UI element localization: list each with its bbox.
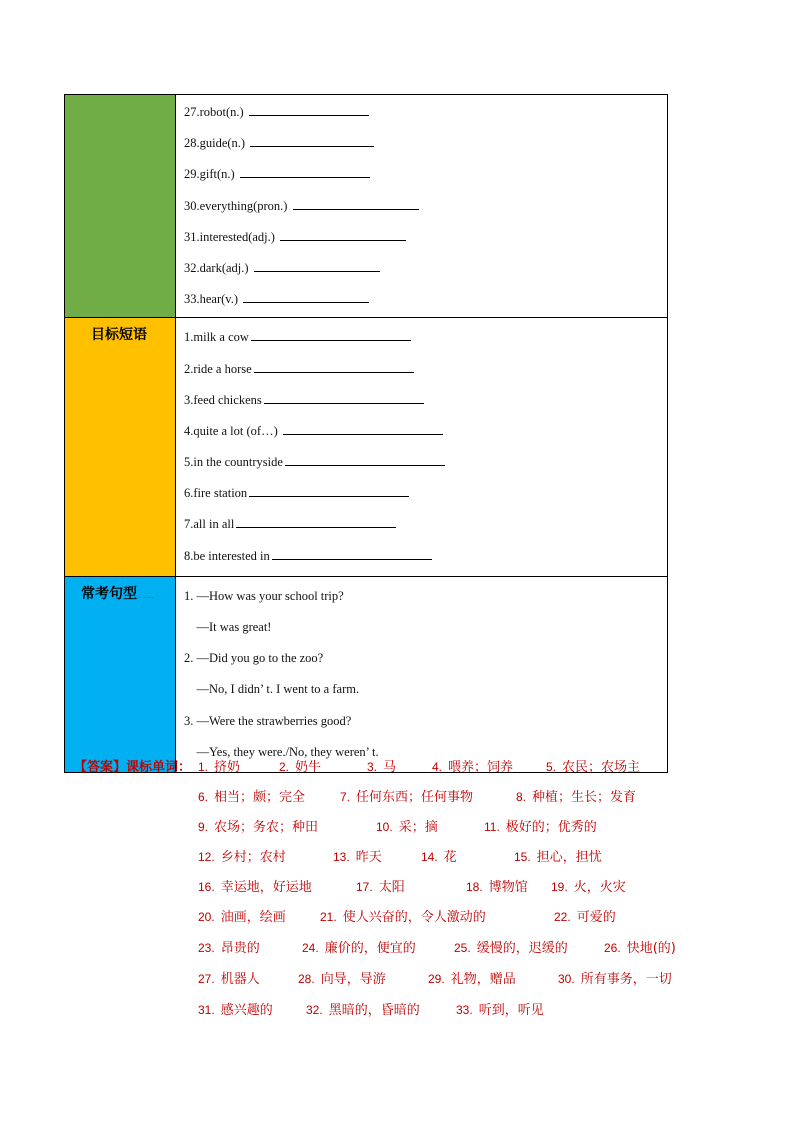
answer-number: 2.: [279, 760, 290, 774]
answer-item: [198, 876, 312, 895]
answer-number: 1.: [198, 760, 209, 774]
sentences-label-dots: …………: [137, 593, 153, 599]
answer-number: 31.: [198, 1003, 215, 1017]
answer-number: 25.: [454, 941, 471, 955]
answer-number: 33.: [456, 1003, 473, 1017]
answer-number: 30.: [558, 972, 575, 986]
answer-number: 8.: [516, 790, 527, 804]
phrase-row: [184, 541, 667, 572]
answer-item: [484, 816, 597, 835]
answer-item: [421, 846, 457, 865]
answer-text: 机器人: [220, 972, 260, 987]
answer-item: [198, 937, 260, 956]
phrase-row-text: 6.fire station: [184, 486, 248, 501]
sentence-row-text: 2. —Did you go to the zoo?: [184, 651, 324, 666]
answer-text: 农场；务农；种田: [214, 820, 319, 835]
answer-item: [333, 846, 382, 865]
answer-item: [198, 786, 305, 805]
answer-blank[interactable]: [283, 419, 443, 435]
answer-item: [546, 756, 640, 775]
sentence-row-text: —No, I didn’ t. I went to a farm.: [184, 682, 360, 697]
answer-text: 使人兴奋的，令人激动的: [342, 910, 486, 925]
sentences-cell: [176, 576, 668, 772]
phrase-row: [184, 447, 667, 478]
answer-item: [340, 786, 473, 805]
vocab-row-text: 28.guide(n.): [184, 136, 249, 151]
worksheet-table: [64, 94, 668, 773]
sentence-row: [184, 706, 667, 737]
phrase-row: [184, 322, 667, 353]
answer-blank[interactable]: [254, 256, 380, 272]
answer-item: [604, 937, 676, 956]
answer-blank[interactable]: [251, 325, 411, 341]
answer-text: 向导，导游: [320, 972, 386, 987]
answer-text: 挤奶: [214, 760, 241, 775]
answer-blank[interactable]: [264, 388, 424, 404]
sentence-row-text: 1. —How was your school trip?: [184, 588, 344, 603]
answer-item: [558, 968, 672, 987]
phrase-row: [184, 385, 667, 416]
answer-title: 【答案】课标单词：: [74, 760, 192, 775]
answer-text: 感兴趣的: [220, 1003, 273, 1018]
answer-text: 昂贵的: [220, 941, 260, 956]
vocab-row: [184, 222, 667, 253]
answer-text: 采；摘: [398, 820, 438, 835]
answer-text: 花: [443, 850, 457, 865]
answer-text: 昨天: [355, 850, 382, 865]
answer-number: 19.: [551, 880, 568, 894]
answer-number: 28.: [298, 972, 315, 986]
answer-number: 11.: [484, 820, 500, 834]
answer-number: 4.: [432, 760, 443, 774]
phrase-row-text: 8.be interested in: [184, 548, 270, 563]
answer-item: [198, 756, 240, 775]
answer-text: 奶牛: [295, 760, 322, 775]
vocab-row: [184, 253, 667, 284]
answer-blank[interactable]: [254, 357, 414, 373]
vocab-row: [184, 128, 667, 159]
phrase-row-text: 5.in the countryside: [184, 455, 283, 470]
answer-blank[interactable]: [272, 544, 432, 560]
answer-item: [198, 999, 273, 1018]
vocab-cell: [176, 95, 668, 318]
vocab-row: [184, 159, 667, 190]
answer-text: 油画，绘画: [220, 910, 286, 925]
answer-number: 29.: [428, 972, 445, 986]
answer-number: 24.: [302, 941, 319, 955]
answer-item: [198, 906, 286, 925]
answer-number: 3.: [367, 760, 378, 774]
phrase-row: [184, 354, 667, 385]
answer-number: 27.: [198, 972, 215, 986]
answer-number: 26.: [604, 941, 621, 955]
answer-item: [279, 756, 321, 775]
phrase-row-text: 7.all in all: [184, 517, 235, 532]
answer-number: 18.: [466, 880, 483, 894]
vocab-row: [184, 284, 667, 315]
answer-text: 黑暗的，昏暗的: [328, 1003, 420, 1018]
answer-item: [456, 999, 544, 1018]
sentences-label: [65, 577, 175, 603]
answer-text: 农民；农场主: [562, 760, 641, 775]
answer-text: 乡村；农村: [220, 850, 286, 865]
phrases-cell: [176, 318, 668, 577]
sentence-row: [184, 612, 667, 643]
sentence-row: [184, 581, 667, 612]
vocab-row-text: 31.interested(adj.): [184, 229, 279, 244]
phrases-label-cell: [65, 318, 176, 577]
phrase-row: [184, 478, 667, 509]
answer-text: 快地(的): [626, 941, 676, 956]
answer-blank[interactable]: [280, 225, 406, 241]
vocab-row: [184, 97, 667, 128]
answer-text: 缓慢的，迟缓的: [476, 941, 568, 956]
sentences-label-text: 常考句型: [81, 585, 137, 602]
answer-item: [356, 876, 405, 895]
phrase-row-text: 3.feed chickens: [184, 392, 262, 407]
answer-item: [551, 876, 626, 895]
answer-item: [198, 846, 286, 865]
phrase-row: [184, 416, 667, 447]
answer-number: 23.: [198, 941, 215, 955]
answer-blank[interactable]: [240, 162, 370, 178]
answer-item: [302, 937, 416, 956]
phrases-label: 目标短语: [91, 327, 147, 344]
answer-blank[interactable]: [250, 131, 374, 147]
sentence-row-text: 3. —Were the strawberries good?: [184, 713, 352, 728]
vocab-color-cell: [65, 95, 176, 318]
phrase-row-text: 1.milk a cow: [184, 330, 249, 345]
sentences-label-cell: [65, 576, 176, 772]
sentence-row: [184, 643, 667, 674]
answer-text: 马: [383, 760, 397, 775]
answer-item: [367, 756, 396, 775]
answer-item: [432, 756, 513, 775]
answer-item: [298, 968, 386, 987]
answer-blank[interactable]: [243, 287, 369, 303]
answer-text: 极好的；优秀的: [505, 820, 597, 835]
answer-text: 博物馆: [488, 880, 528, 895]
sentence-row-text: —It was great!: [184, 620, 272, 634]
vocab-row: [184, 191, 667, 222]
answer-item: [198, 816, 318, 835]
answer-number: 12.: [198, 850, 215, 864]
answer-text: 相当；颇；完全: [214, 790, 306, 805]
vocab-row-text: 33.hear(v.): [184, 292, 242, 307]
answer-number: 5.: [546, 760, 557, 774]
answer-text: 听到，听见: [478, 1003, 544, 1018]
answer-number: 16.: [198, 880, 215, 894]
answer-item: [516, 786, 636, 805]
answer-text: 太阳: [378, 880, 405, 895]
vocab-row-text: 32.dark(adj.): [184, 260, 252, 275]
answer-number: 17.: [356, 880, 373, 894]
answer-number: 6.: [198, 790, 209, 804]
answer-number: 13.: [333, 850, 350, 864]
answer-text: 任何东西；任何事物: [356, 790, 474, 805]
answer-text: 担心，担忧: [536, 850, 602, 865]
answer-text: 可爱的: [576, 910, 616, 925]
phrase-row: [184, 509, 667, 540]
answer-number: 9.: [198, 820, 209, 834]
answer-text: 喂养；饲养: [448, 760, 514, 775]
answer-item: [320, 906, 486, 925]
sentence-row-text: —Yes, they were./No, they weren’ t.: [184, 744, 379, 759]
answer-blank[interactable]: [236, 512, 396, 528]
answer-number: 21.: [320, 910, 337, 924]
answer-item: [466, 876, 528, 895]
answer-blank[interactable]: [249, 100, 369, 116]
answer-blank[interactable]: [285, 450, 445, 466]
answer-number: 7.: [340, 790, 351, 804]
sentence-row: [184, 674, 667, 705]
answer-text: 所有事务，一切: [580, 972, 672, 987]
answer-text: 种植；生长；发育: [532, 790, 637, 805]
answer-item: [554, 906, 616, 925]
vocab-row-text: 27.robot(n.): [184, 105, 247, 119]
answer-text: 幸运地，好运地: [220, 880, 312, 895]
answer-item: [454, 937, 568, 956]
answer-text: 廉价的，便宜的: [324, 941, 416, 956]
answer-item: [198, 968, 260, 987]
vocab-row-text: 30.everything(pron.): [184, 198, 291, 213]
answer-text: 火，火灾: [573, 880, 626, 895]
answer-item: [376, 816, 438, 835]
answer-number: 22.: [554, 910, 571, 924]
answer-number: 14.: [421, 850, 438, 864]
phrase-row-text: 4.quite a lot (of…): [184, 423, 281, 438]
answer-blank[interactable]: [293, 194, 419, 210]
answer-text: 礼物，赠品: [450, 972, 516, 987]
answer-item: [428, 968, 516, 987]
phrase-row-text: 2.ride a horse: [184, 361, 252, 376]
answer-number: 20.: [198, 910, 215, 924]
answer-blank[interactable]: [249, 481, 409, 497]
vocab-row-text: 29.gift(n.): [184, 167, 238, 182]
answer-number: 32.: [306, 1003, 323, 1017]
answer-item: [306, 999, 420, 1018]
answer-item: [514, 846, 602, 865]
answer-number: 15.: [514, 850, 531, 864]
answer-number: 10.: [376, 820, 393, 834]
